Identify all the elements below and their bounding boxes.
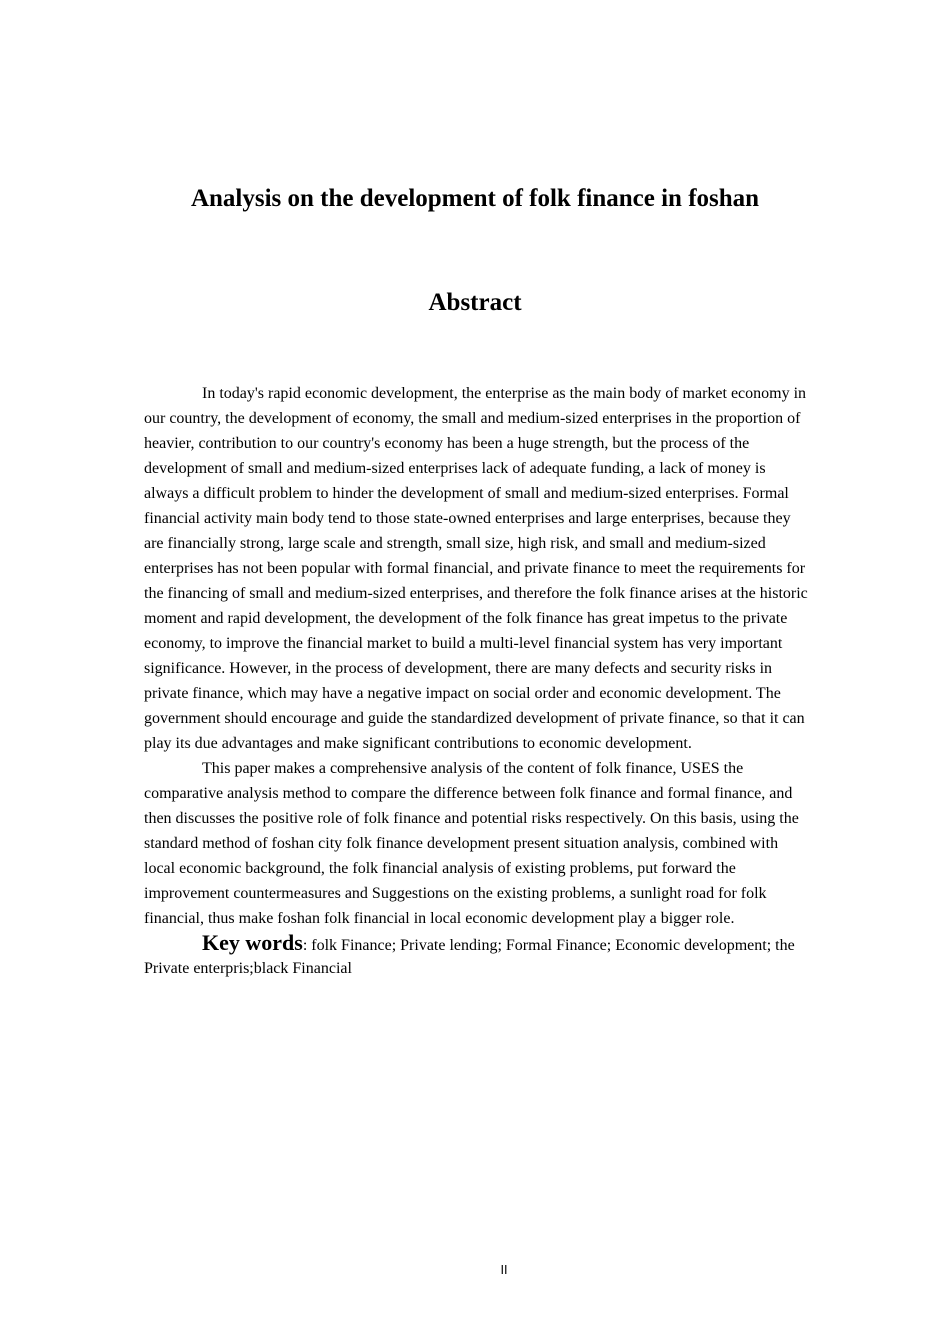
abstract-body — [144, 381, 808, 980]
keywords-label: Key words — [202, 930, 303, 955]
abstract-paragraph-2: This paper makes a comprehensive analysis of the content of folk finance, USES the comparative analysis method to compare the difference between folk finance and formal finance, and then discusses the positive role of folk finance and potential risks respectively. On this basis, using the standard method of foshan city folk finance development present situation analysis, combined with local economic background, the folk financial analysis of existing problems, put forward the improvement countermeasures and Suggestions on the existing problems, a sunlight road for folk financial, thus make foshan folk financial in local economic development play a bigger role. — [144, 760, 799, 927]
abstract-heading: Abstract — [428, 289, 522, 316]
abstract-paragraph-1: In today's rapid economic development, the enterprise as the main body of market economy in our country, the development of economy, the small and medium-sized enterprises in the proportion of heavier, contribution to our country's economy has been a huge strength, but the process of the development of small and medium-sized enterprises lack of adequate funding, a lack of money is always a difficult problem to hinder the development of small and medium-sized enterprises. Formal financial activity main body tend to those state-owned enterprises and large enterprises, because they are financially strong, large scale and strength, small size, high risk, and small and medium-sized enterprises has not been popular with formal financial, and private finance to meet the requirements for the financing of small and medium-sized enterprises, and therefore the folk finance arises at the historic moment and rapid development, the development of the folk finance has great impetus to the private economy, to improve the financial market to build a multi-level financial system has very important significance. However, in the process of development, there are many defects and security risks in private finance, which may have a negative impact on social order and economic development. The government should encourage and guide the standardized development of private finance, so that it can play its due advantages and make significant contributions to economic development. — [144, 385, 808, 752]
keywords-line — [144, 931, 808, 980]
keywords-text: : folk Finance; Private lending; Formal Finance; Economic development; the Private enterpris;black Financial — [144, 937, 795, 977]
page-number: II — [500, 1263, 508, 1277]
document-title: Analysis on the development of folk finance in foshan — [190, 185, 760, 212]
